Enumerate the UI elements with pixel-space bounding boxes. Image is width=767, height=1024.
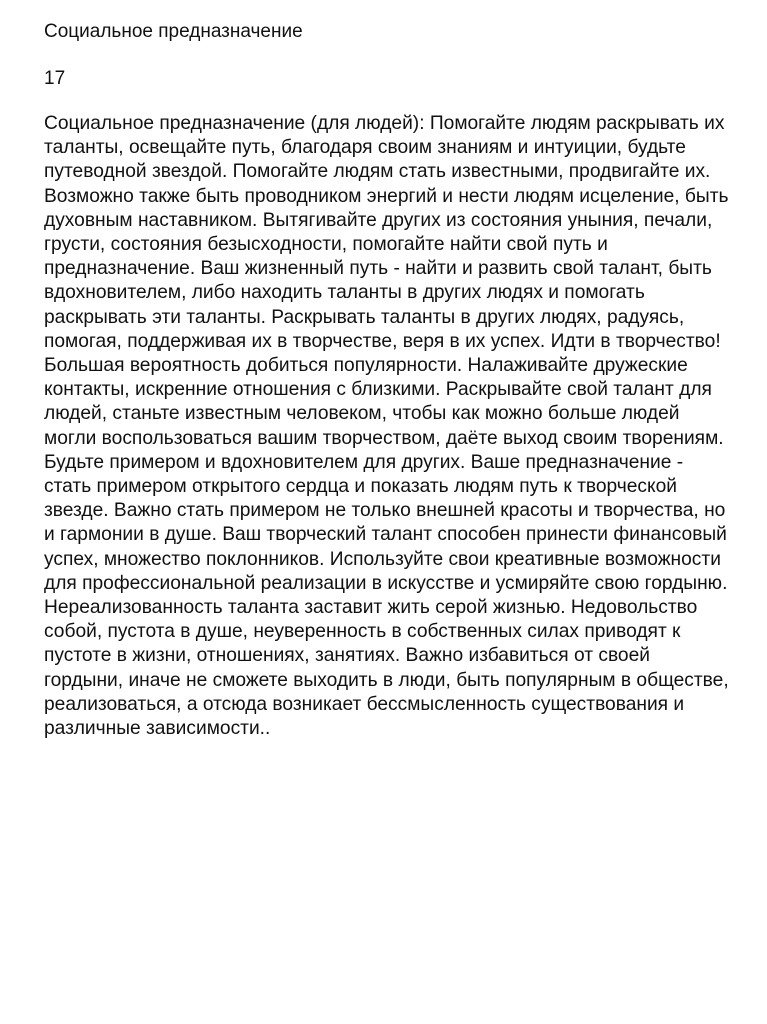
document-title: Социальное предназначение — [44, 21, 303, 42]
page-number: 17 — [44, 68, 66, 89]
body-paragraph: Социальное предназначение (для людей): Помогайте людям раскрывать их таланты, освещайте путь, благодаря своим знаниям и интуиции, будьте путеводной звездой. Помогайте людям стать известными, продвигайте их. Возможно также быть проводником энергий и нести людям исцеление, быть духовным наставником. Вытягивайте других из состояния уныния, печали, грусти, состояния безысходности, помогайте найти свой путь и предназначение. Ваш жизненный путь - найти и развить свой талант, быть вдохновителем, либо находить таланты в других людях и помогать раскрывать эти таланты. Раскрывать таланты в других людях, радуясь, помогая, поддерживая их в творчестве, веря в их успех. Идти в творчество! Большая вероятность добиться популярности. Налаживайте дружеские контакты, искренние отношения с близкими. Раскрывайте свой талант для людей, станьте известным человеком, чтобы как можно больше людей могли воспользоваться вашим творчеством, даёте выход своим творениям. Будьте примером и вдохновителем для других. Ваше предназначение - стать примером открытого сердца и показать людям путь к творческой звезде. Важно стать примером не только внешней красоты и творчества, но и гармонии в душе. Ваш творческий талант способен принести финансовый успех, множество поклонников. Используйте свои креативные возможности для профессиональной реализации в искусстве и усмиряйте свою гордыню. Нереализованность таланта заставит жить серой жизнью. Недовольство собой, пустота в душе, неуверенность в собственных силах приводят к пустоте в жизни, отношениях, занятиях. Важно избавиться от своей гордыни, иначе не сможете выходить в люди, быть популярным в обществе, реализоваться, а отсюда возникает бессмысленность существования и различные зависимости.. — [44, 113, 729, 740]
document-page — [44, 20, 734, 741]
